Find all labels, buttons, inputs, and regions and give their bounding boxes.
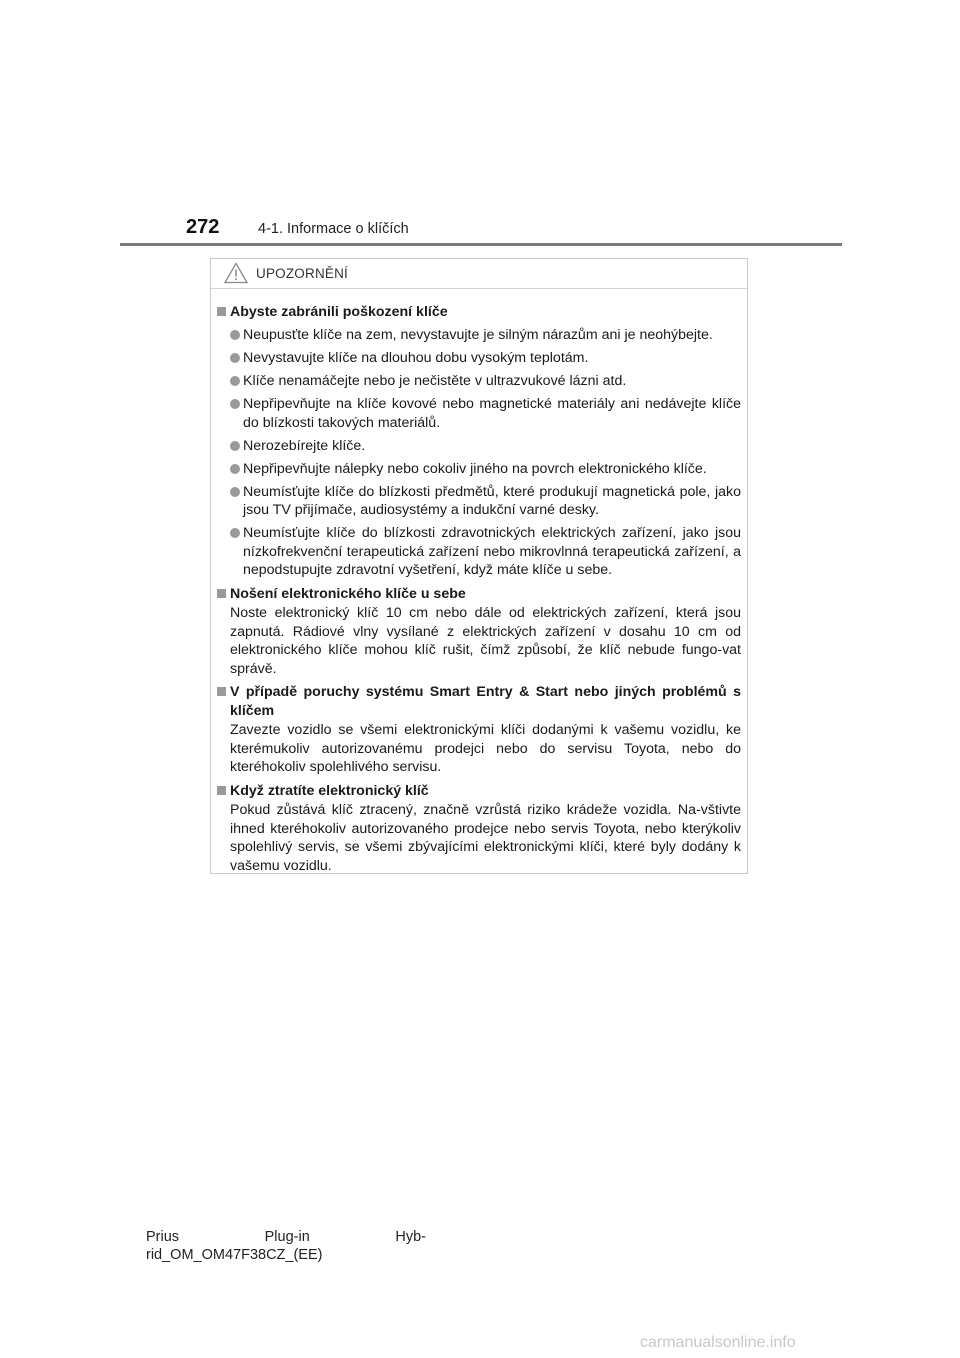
list-item [217, 349, 741, 368]
list-item-text: Nepřipevňujte na klíče kovové nebo magnetické materiály ani nedávejte klíče do blízkosti takových materiálů. [243, 396, 741, 431]
list-item [217, 460, 741, 479]
list-item [217, 326, 741, 345]
doc-id-line: rid_OM_OM47F38CZ_(EE) [146, 1247, 323, 1263]
round-bullet-icon [230, 464, 240, 474]
round-bullet-icon [230, 441, 240, 451]
warning-triangle-icon [224, 262, 248, 284]
round-bullet-icon [230, 487, 240, 497]
doc-id-part: Plug-in [264, 1229, 310, 1245]
list-item [217, 524, 741, 580]
square-bullet-icon [217, 589, 226, 598]
warning-title: UPOZORNĚNÍ [256, 266, 349, 281]
site-watermark: carmanualsonline.info [640, 1334, 796, 1351]
round-bullet-icon [230, 376, 240, 386]
warning-header [211, 259, 747, 289]
warning-box [210, 258, 748, 874]
round-bullet-icon [230, 330, 240, 340]
list-item [217, 483, 741, 520]
square-bullet-icon [217, 786, 226, 795]
section-paragraph: Noste elektronický klíč 10 cm nebo dále od elektrických zařízení, která jsou zapnutá. Rádiové vlny vysílané z elektrických zařízení v dosahu 10 cm od elektronického klíče mohou klíč rušit, čímž způsobí, že klíč nebude fungo-vat správě. [230, 605, 741, 677]
doc-id-part: Hyb- [395, 1229, 426, 1245]
square-bullet-icon [217, 687, 226, 696]
round-bullet-icon [230, 399, 240, 409]
warning-body [211, 289, 747, 875]
list-item-text: Nevystavujte klíče na dlouhou dobu vysokým teplotám. [243, 350, 589, 366]
list-item-text: Neumísťujte klíče do blízkosti zdravotnických elektrických zařízení, jako jsou nízkofrekvenční terapeutická zařízení nebo mikrovlnná terapeutická zařízení, a nepodstupujte zdravotní vyšetření, když máte klíče u sebe. [243, 525, 741, 578]
list-item-text: Klíče nenamáčejte nebo je nečistěte v ultrazvukové lázni atd. [243, 373, 627, 389]
section-heading [217, 585, 741, 604]
section-paragraph: Pokud zůstává klíč ztracený, značně vzrůstá riziko krádeže vozidla. Na-vštivte ihned kteréhokoliv autorizovaného prodejce nebo servis Toyota, nebo kterýkoliv spolehlivý servis, se všemi zbývajícími elektronickými klíči, které byly dodány k vašemu vozidlu. [230, 802, 741, 874]
page-number: 272 [186, 216, 220, 238]
list-item-text: Nepřipevňujte nálepky nebo cokoliv jiného na povrch elektronického klíče. [243, 460, 707, 477]
heading-text: Abyste zabránili poškození klíče [230, 304, 448, 320]
round-bullet-icon [230, 353, 240, 363]
section-heading [217, 782, 741, 801]
list-item [217, 437, 741, 456]
section-paragraph: Zavezte vozidlo se všemi elektronickými klíči dodanými k vašemu vozidlu, ke kterémukoliv autorizovanému prodejci nebo do servisu Toyota, nebo do kteréhokoliv spolehlivého servisu. [230, 722, 741, 775]
list-item-text: Neupusťte klíče na zem, nevystavujte je silným nárazům ani je neohýbejte. [243, 327, 713, 343]
heading-text: Když ztratíte elektronický klíč [230, 782, 429, 799]
list-item [217, 395, 741, 432]
round-bullet-icon [230, 528, 240, 538]
list-item [217, 372, 741, 391]
square-bullet-icon [217, 307, 226, 316]
list-item-text: Neumísťujte klíče do blízkosti předmětů, které produkují magnetická pole, jako jsou TV přijímače, audiosystémy a indukční varné desky. [243, 483, 741, 518]
doc-id-part: Prius [146, 1229, 180, 1245]
section-title: 4-1. Informace o klíčích [258, 221, 409, 237]
header-divider [120, 243, 842, 246]
list-item-text: Nerozebírejte klíče. [243, 437, 366, 454]
section-heading [217, 303, 741, 322]
heading-text: V případě poruchy systému Smart Entry & Start nebo jiných problémů s klíčem [230, 684, 741, 719]
section-heading [217, 683, 741, 720]
document-id [146, 1228, 426, 1264]
heading-text: Nošení elektronického klíče u sebe [230, 585, 466, 602]
